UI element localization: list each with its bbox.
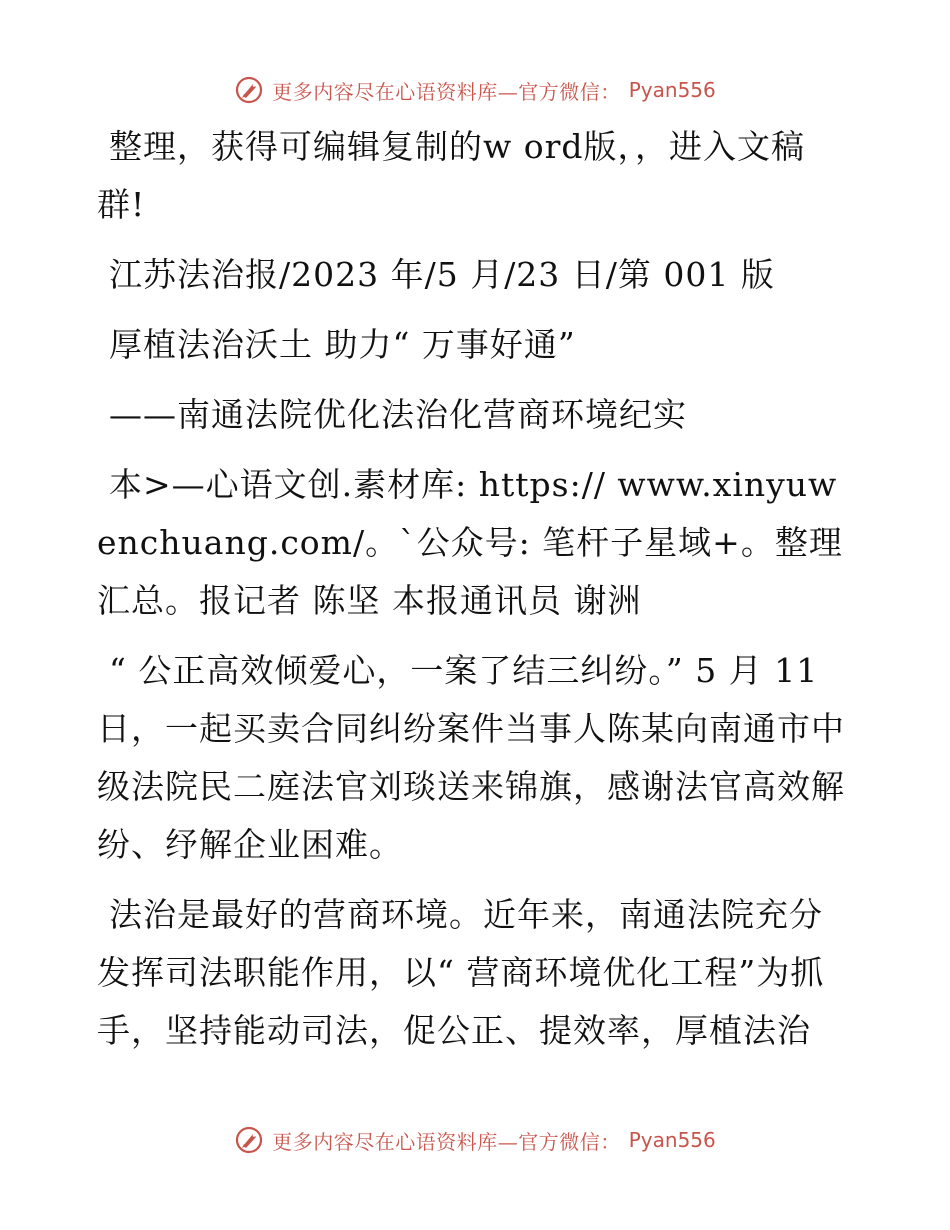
document-body [97,118,852,1072]
header-banner-text: 更多内容尽在心语资料库—官方微信： [272,79,621,104]
paragraph-body-1: “ 公正高效倾爱心，一案了结三纠纷。” 5 月 11 日，一起买卖合同纠纷案件当事人陈某向南通市中级法院民二庭法官刘琰送来锦旗，感谢法官高效解纷、纾解企业困难。 [97,651,845,864]
paragraph-body-2: 法治是最好的营商环境。近年来，南通法院充分发挥司法职能作用，以“ 营商环境优化工程”为抓手，坚持能动司法，促公正、提效率，厚植法治 [97,895,825,1050]
footer-banner-wechat-id: Pyan556 [628,1128,716,1152]
header-watermark-banner [0,70,950,110]
paragraph-intro: 整理，获得可编辑复制的w ord版，，进入文稿群! [97,127,806,224]
pen-nib-logo-icon [234,1125,264,1155]
paragraph-source-line: 江苏法治报/2023 年/5 月/23 日/第 001 版 [109,255,775,294]
footer-watermark-banner [0,1120,950,1160]
paragraph-byline: 本>—心语文创.素材库: https:// www.xinyuwenchuang.com/。`公众号: 笔杆子星域+。整理汇总。报记者 陈坚 本报通讯员 谢洲 [97,465,843,620]
pen-nib-logo-icon [234,75,264,105]
article-headline: 厚植法治沃土 助力“ 万事好通” [109,325,576,364]
article-subheadline: ——南通法院优化法治化营商环境纪实 [109,395,687,434]
header-banner-wechat-id: Pyan556 [628,78,716,102]
footer-banner-text: 更多内容尽在心语资料库—官方微信： [272,1129,621,1154]
